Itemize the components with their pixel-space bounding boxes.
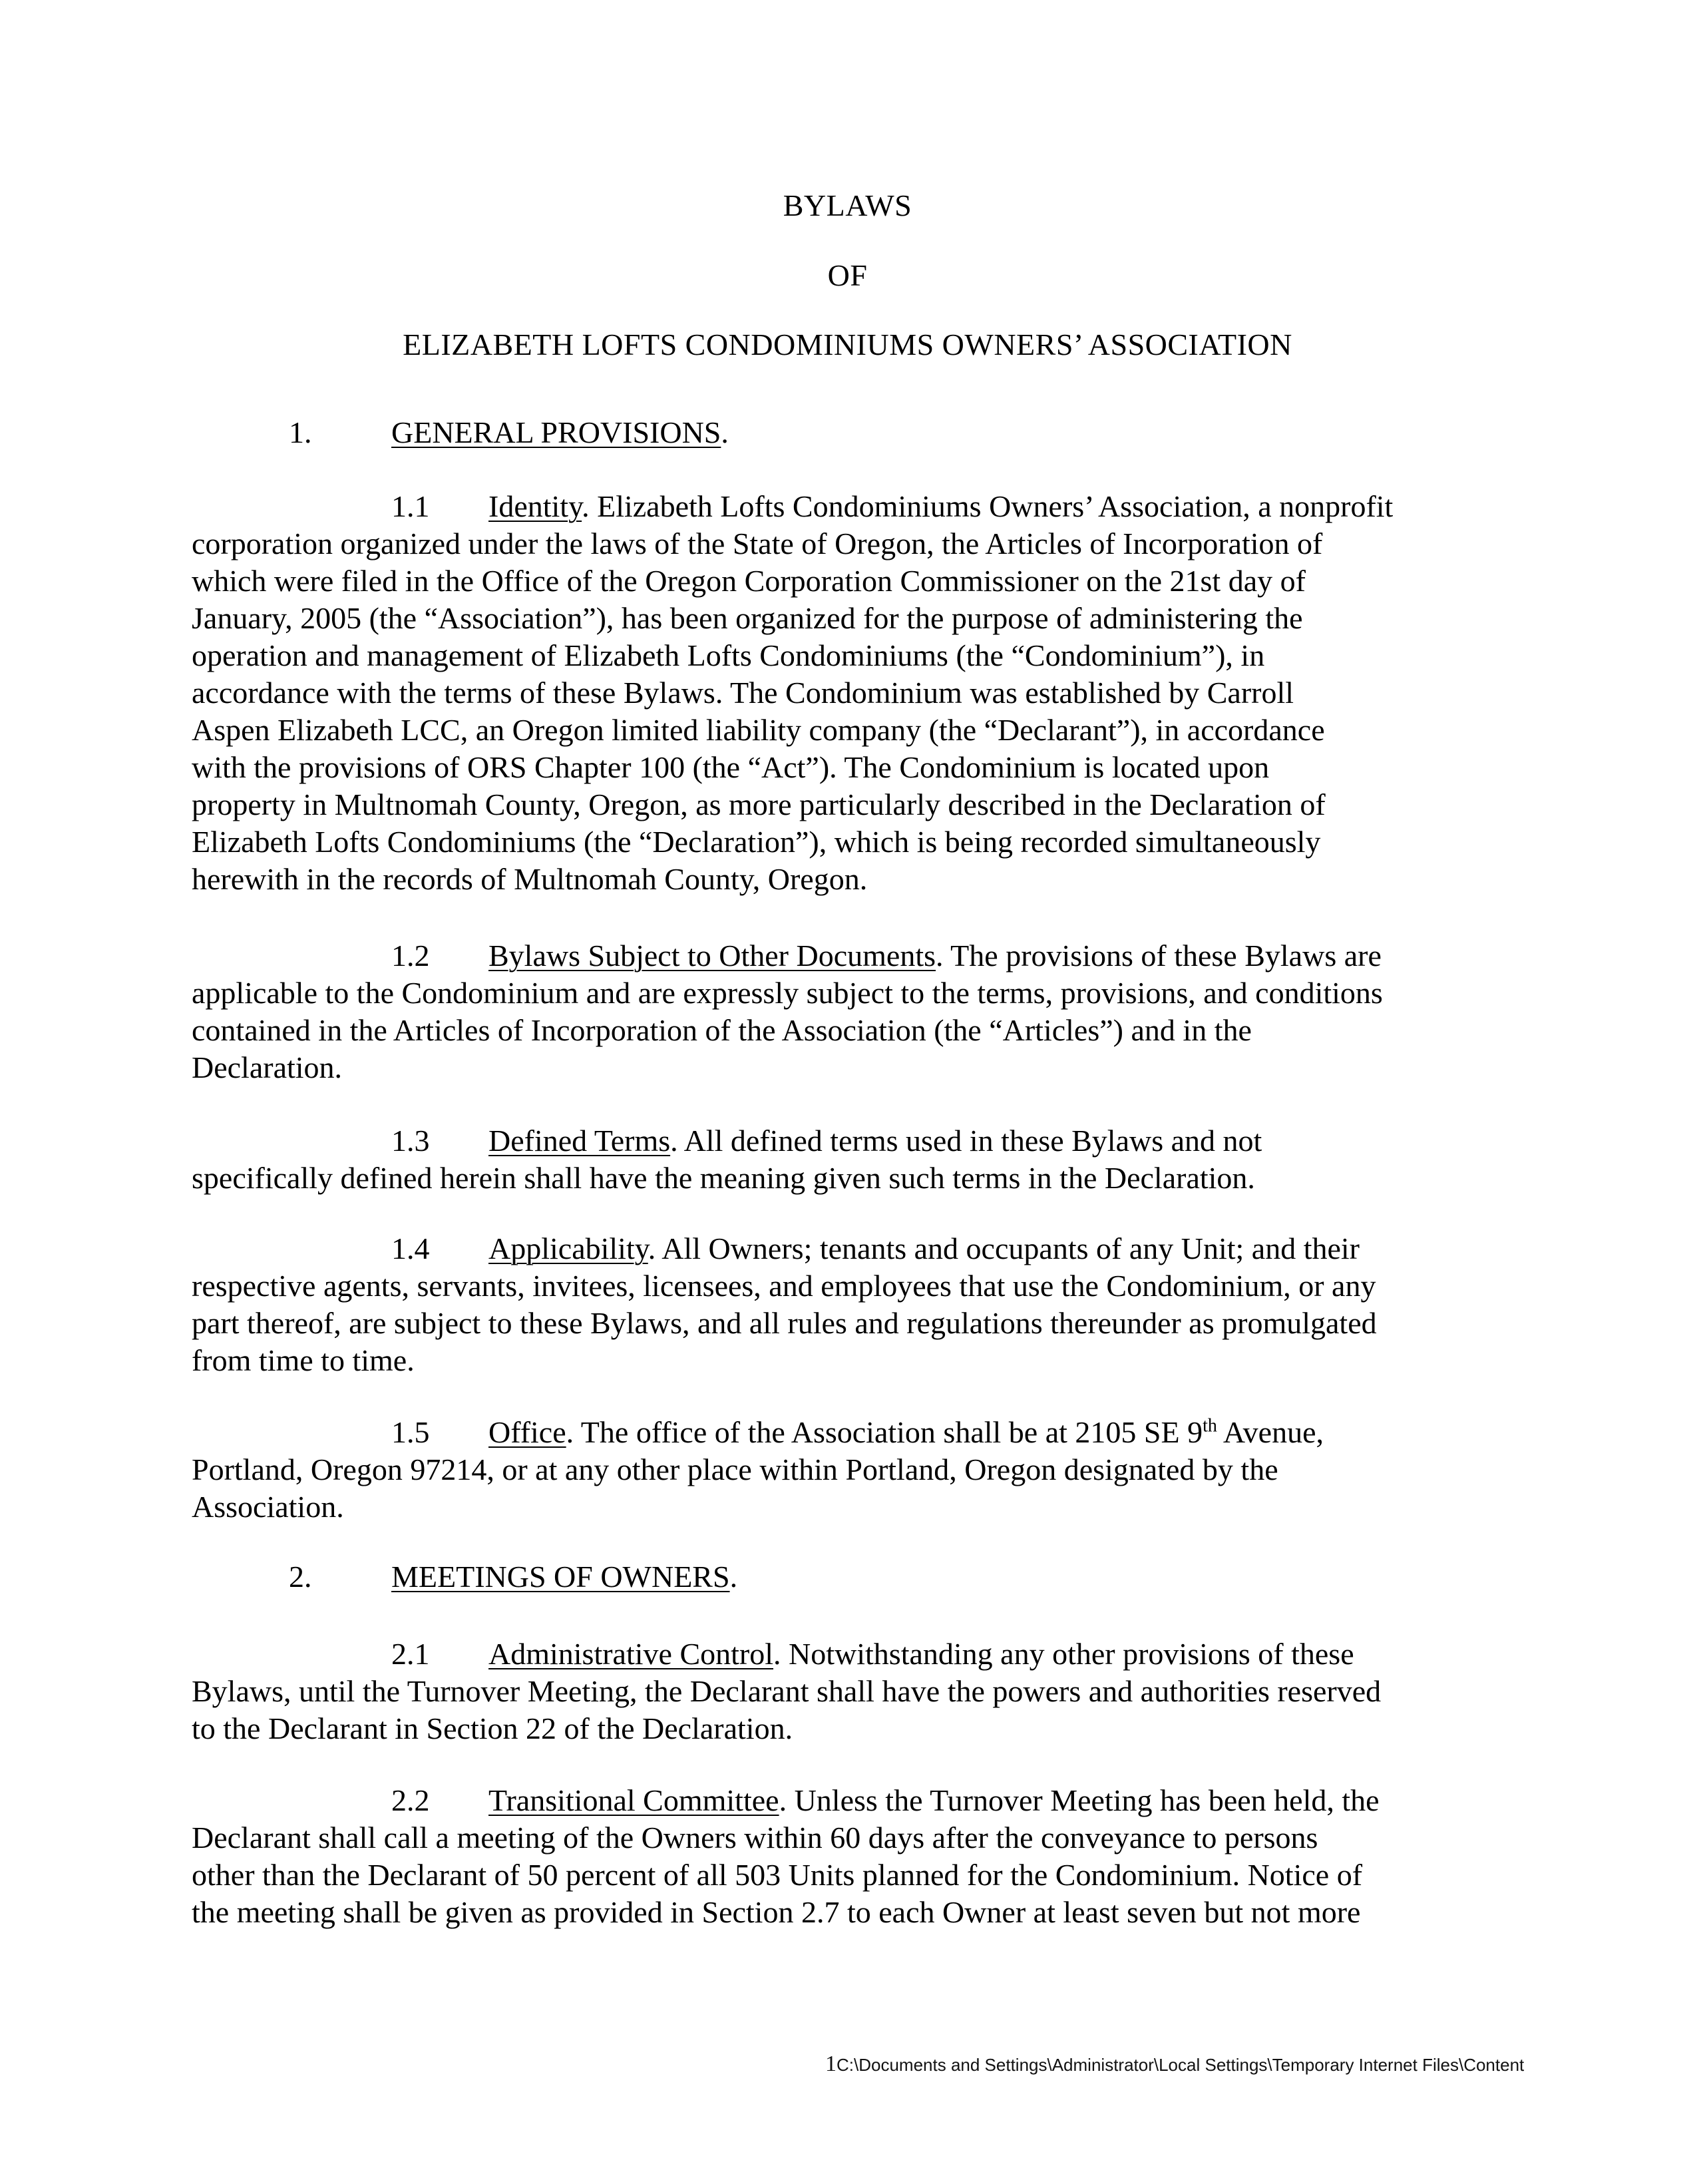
paragraph-line: to the Declarant in Section 22 of the Declaration. [192,1711,793,1745]
subsection-heading: Bylaws Subject to Other Documents [488,939,936,973]
paragraph-line: Elizabeth Lofts Condominiums (the “Declaration”), which is being recorded simultaneously [192,825,1321,859]
paragraph-line: Aspen Elizabeth LCC, an Oregon limited liability company (the “Declarant”), in accordance [192,713,1325,747]
section-number: 1. [289,415,312,449]
subsection-heading: Administrative Control [488,1637,774,1671]
subsection-number: 1.5 [391,1415,430,1449]
subsection-number: 1.4 [391,1231,430,1265]
paragraph-line: which were filed in the Office of the Oregon Corporation Commissioner on the 21st day of [192,564,1306,598]
subsection-paragraph [192,1414,1509,1526]
paragraph-line: Declaration. [192,1050,343,1084]
paragraph-line: Declarant shall call a meeting of the Owners within 60 days after the conveyance to persons [192,1821,1318,1855]
paragraph-first-line: 1.4 Applicability. All Owners; tenants and occupants of any Unit; and their [192,1230,1509,1267]
paragraph-line: part thereof, are subject to these Bylaws, and all rules and regulations thereunder as promulgated [192,1306,1377,1340]
document-title-line-3: ELIZABETH LOFTS CONDOMINIUMS OWNERS’ ASSOCIATION [403,328,1292,361]
paragraph-line: specifically defined herein shall have the meaning given such terms in the Declaration. [192,1161,1255,1195]
page-number: 1 [825,2052,837,2076]
paragraph-line: operation and management of Elizabeth Lofts Condominiums (the “Condominium”), in [192,638,1265,672]
paragraph-line: applicable to the Condominium and are expressly subject to the terms, provisions, and conditions [192,976,1383,1010]
subsection-number: 1.1 [391,489,430,523]
subsection-number: 2.1 [391,1637,430,1671]
document-title-line-1: BYLAWS [783,188,912,222]
section-title: GENERAL PROVISIONS. [391,415,729,449]
subsection-paragraph [192,1122,1509,1197]
paragraph-line: property in Multnomah County, Oregon, as more particularly described in the Declaration of [192,787,1326,821]
subsection-heading: Applicability [488,1231,648,1265]
subsection-paragraph [192,1636,1509,1747]
page-footer [825,2054,1524,2075]
paragraph-line: herewith in the records of Multnomah County, Oregon. [192,862,868,896]
paragraph-first-line: 1.3 Defined Terms. All defined terms used in these Bylaws and not [192,1122,1509,1160]
paragraph-line: respective agents, servants, invitees, licensees, and employees that use the Condominium, or any [192,1269,1376,1303]
subsection-number: 2.2 [391,1783,430,1817]
paragraph-first-line: 1.1 Identity. Elizabeth Lofts Condominiums Owners’ Association, a nonprofit [192,488,1509,525]
ordinal-superscript: th [1203,1415,1217,1436]
subsection-heading: Identity [488,489,582,523]
paragraph-first-line: 1.2 Bylaws Subject to Other Documents. The provisions of these Bylaws are [192,937,1509,975]
paragraph-line: Bylaws, until the Turnover Meeting, the Declarant shall have the powers and authorities reserved [192,1674,1382,1708]
paragraph-line: from time to time. [192,1343,415,1377]
paragraph-line: contained in the Articles of Incorporation of the Association (the “Articles”) and in the [192,1013,1252,1047]
paragraph-first-line: 1.5 Office. The office of the Association shall be at 2105 SE 9th Avenue, [192,1414,1509,1451]
paragraph-line: Portland, Oregon 97214, or at any other place within Portland, Oregon designated by the [192,1452,1278,1486]
section-number: 2. [289,1560,312,1594]
paragraph-first-line: 2.2 Transitional Committee. Unless the Turnover Meeting has been held, the [192,1782,1509,1819]
paragraph-first-line: 2.1 Administrative Control. Notwithstanding any other provisions of these [192,1636,1509,1673]
paragraph-line: corporation organized under the laws of the State of Oregon, the Articles of Incorporation of [192,527,1323,560]
paragraph-line: accordance with the terms of these Bylaws. The Condominium was established by Carroll [192,676,1294,710]
subsection-paragraph [192,1782,1509,1931]
subsection-paragraph [192,1230,1509,1379]
subsection-paragraph [192,488,1509,898]
subsection-paragraph [192,937,1509,1086]
subsection-heading: Defined Terms [488,1124,671,1158]
paragraph-line: Association. [192,1490,344,1524]
subsection-heading: Transitional Committee [488,1783,779,1817]
paragraph-line: other than the Declarant of 50 percent of all 503 Units planned for the Condominium. Notice of [192,1858,1363,1892]
subsection-number: 1.2 [391,939,430,973]
document-title-line-2: OF [827,258,868,292]
subsection-number: 1.3 [391,1124,430,1158]
section-title: MEETINGS OF OWNERS. [391,1560,738,1594]
paragraph-line: January, 2005 (the “Association”), has been organized for the purpose of administering the [192,601,1303,635]
paragraph-line: the meeting shall be given as provided in Section 2.7 to each Owner at least seven but not more [192,1895,1361,1929]
subsection-heading: Office [488,1415,566,1449]
file-path: C:\Documents and Settings\Administrator\Local Settings\Temporary Internet Files\Content [837,2055,1525,2075]
paragraph-line: with the provisions of ORS Chapter 100 (the “Act”). The Condominium is located upon [192,750,1270,784]
